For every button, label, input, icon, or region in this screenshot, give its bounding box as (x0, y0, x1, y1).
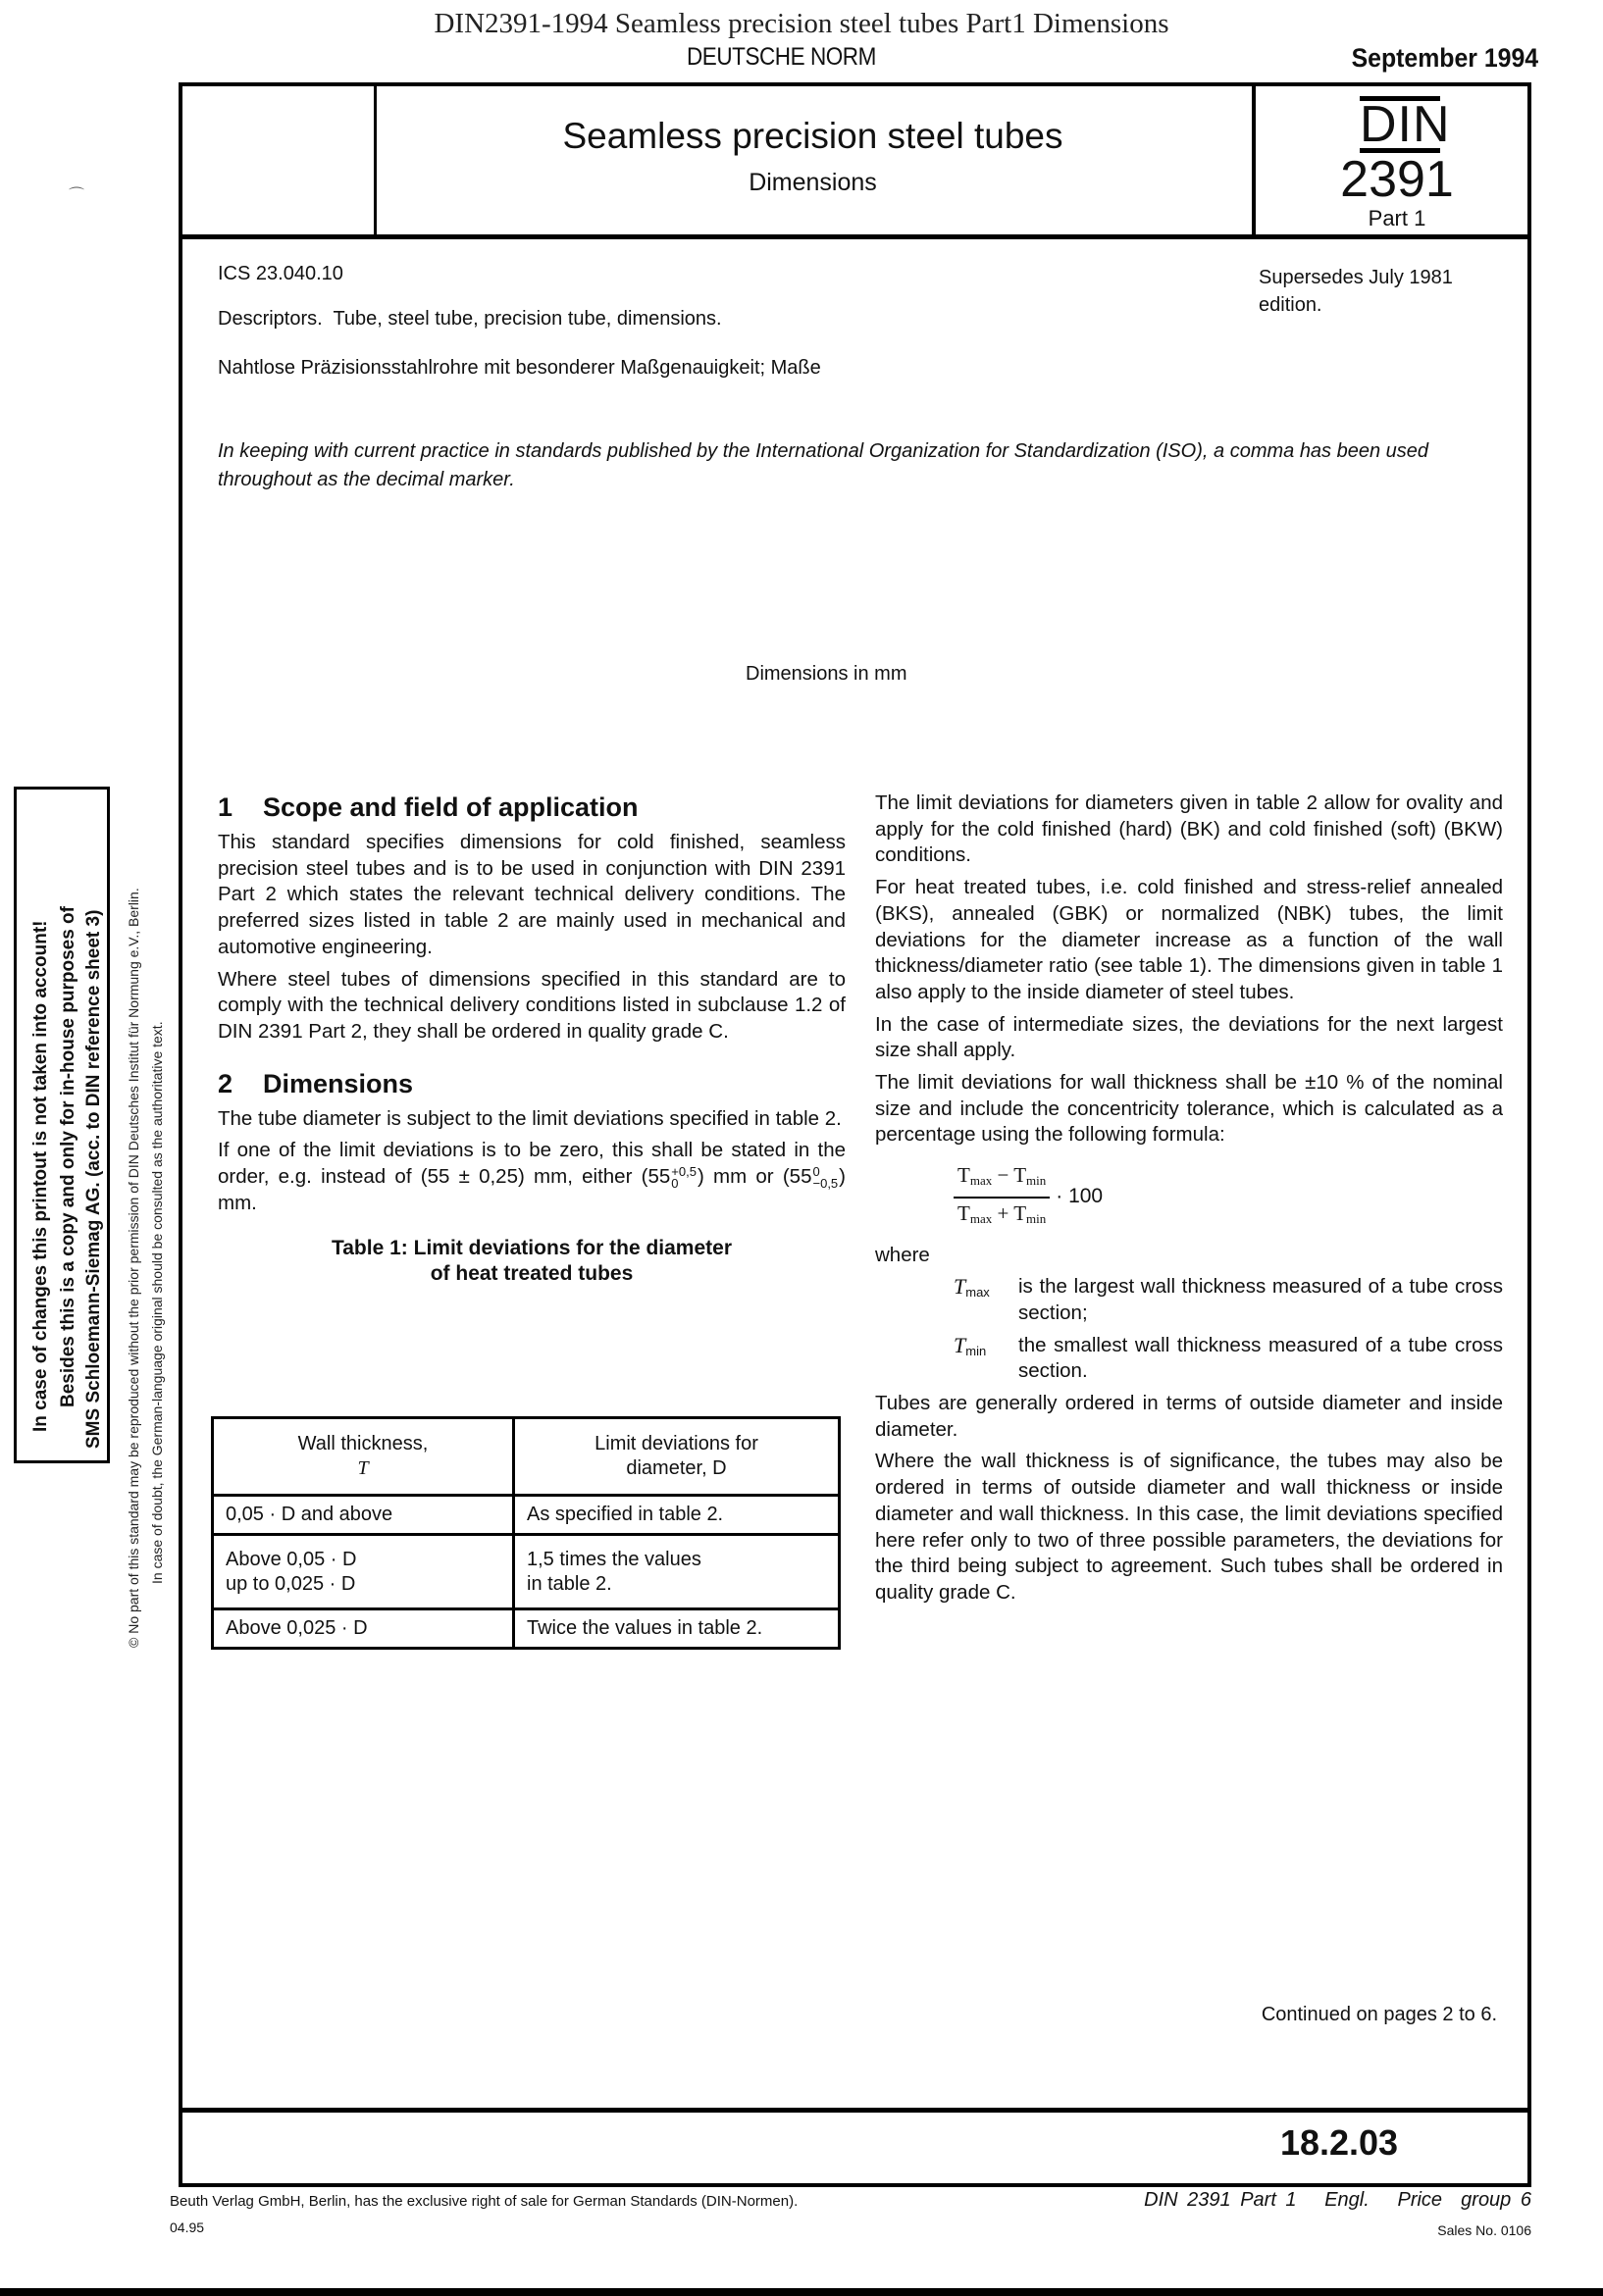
table-row (213, 1535, 840, 1609)
header-left-divider (374, 86, 377, 235)
cell-limit-deviation: 1,5 times the values in table 2. (514, 1535, 840, 1609)
paragraph: For heat treated tubes, i.e. cold finished and stress-relief annealed (BKS), annealed (GBK) or normalized (NBK) tubes, the limit deviations for the diameter increase as a function of the wall thickness/diameter ratio (see table 1). The dimensions given in table 1 also apply to the inside diameter of steel tubes. (875, 876, 1503, 1003)
deutsche-norm-label: DEUTSCHE NORM (687, 43, 876, 71)
edition-date: 04.95 (170, 2219, 205, 2235)
din-logo: DIN (1360, 96, 1451, 153)
right-column (875, 791, 1503, 1612)
copy-notice-line3: SMS Schloemann-Siemag AG. (acc. to DIN reference sheet 3) (83, 909, 104, 1449)
paragraph: Tubes are generally ordered in terms of outside diameter and inside diameter. (875, 1392, 1503, 1441)
scan-mark: ⌒ (69, 187, 85, 204)
column-header-limit-deviations: Limit deviations for diameter, D (514, 1418, 840, 1496)
section-2-paragraph: The tube diameter is subject to the limit deviations specified in table 2. (218, 1106, 842, 1130)
cell-limit-deviation: Twice the values in table 2. (514, 1609, 840, 1649)
footer-divider (182, 2108, 1527, 2113)
copyright-notice: © No part of this standard may be reproduced without the prior permission of DIN Deutsches Institut für Normung e.V., Berlin. (126, 888, 141, 1648)
formula-fraction: $\frac{T_{max} - T_{min}}{T_{max} + T_{min}}$ (954, 1162, 1050, 1232)
cell-wall-thickness: 0,05 · D and above (213, 1496, 514, 1535)
table-row (213, 1496, 840, 1535)
authoritative-text-notice: In case of doubt, the German-language original should be consulted as the authoritative text. (149, 1021, 165, 1584)
copy-notice-box (14, 787, 110, 1463)
copy-notice-line1: In case of changes this printout is not taken into account! (30, 920, 51, 1432)
section-number: 1 (218, 792, 233, 822)
table-1-caption: Table 1: Limit deviations for the diameter of heat treated tubes (331, 1237, 733, 1286)
din-number: 2391 (1340, 151, 1454, 208)
tolerance-superscript: +0,5 0 (671, 1163, 697, 1191)
german-title: Nahtlose Präzisionsstahlrohre mit besonderer Maßgenauigkeit; Maße (218, 357, 821, 379)
din-badge (1252, 82, 1534, 235)
limit-deviations-table (211, 1416, 841, 1650)
paragraph: Where the wall thickness is of significance, the tubes may also be ordered in terms of outside diameter and wall thickness or inside diameter and wall thickness. In this case, the limit deviations specified here refer only to two of three possible parameters, the deviations for the third being subject to agreement. Such tubes shall be ordered in quality grade C. (875, 1450, 1503, 1604)
cell-wall-thickness: Above 0,05 · D up to 0,025 · D (213, 1535, 514, 1609)
document-running-title: DIN2391-1994 Seamless precision steel tubes Part1 Dimensions (434, 8, 1169, 39)
section-2-paragraph: If one of the limit deviations is to be zero, this shall be stated in the order, e.g. instead of (55 ± 0,25) mm, either (55 +0,5 0 ) mm or (55 0 −0,5 ) mm. (218, 1139, 846, 1214)
publisher-note: Beuth Verlag GmbH, Berlin, has the exclusive right of sale for German Standards (DIN-Normen). (170, 2193, 799, 2210)
definition-tmax: $T_{max}$ is the largest wall thickness measured of a tube cross section; (954, 1274, 1503, 1324)
section-number: 2 (218, 1068, 233, 1098)
din-part: Part 1 (1368, 206, 1426, 230)
cell-wall-thickness: Above 0,025 · D (213, 1609, 514, 1649)
cell-limit-deviation: As specified in table 2. (514, 1496, 840, 1535)
supersedes-line2: edition. (1259, 294, 1322, 316)
supersedes-line1: Supersedes July 1981 (1259, 267, 1453, 288)
table-row (213, 1609, 840, 1649)
paragraph: The limit deviations for diameters given in table 2 allow for ovality and apply for the cold finished (hard) (BK) and cold finished (soft) (BKW) conditions. (875, 791, 1503, 867)
definition-tmin: $T_{min}$ the smallest wall thickness measured of a tube cross section. (954, 1332, 1503, 1383)
tolerance-subscript: 0 −0,5 (812, 1163, 839, 1191)
iso-decimal-note: In keeping with current practice in standards published by the International Organization for Standardization (ISO), a comma has been used throughout as the decimal marker. (218, 440, 1429, 490)
descriptors: Descriptors. Tube, steel tube, precision tube, dimensions. (218, 308, 722, 330)
publication-date: September 1994 (1351, 43, 1538, 73)
section-1-paragraph: Where steel tubes of dimensions specified in this standard are to comply with the technical delivery conditions listed in subclause 1.2 of DIN 2391 Part 2, they shall be ordered in quality grade C. (218, 967, 846, 1043)
section-title: Scope and field of application (263, 792, 639, 822)
left-column (218, 791, 846, 1297)
section-2-heading (218, 1067, 846, 1100)
continued-note: Continued on pages 2 to 6. (1261, 2004, 1497, 2025)
dimensions-unit-note: Dimensions in mm (746, 663, 907, 685)
paragraph: The limit deviations for wall thickness shall be ±10 % of the nominal size and include the concentricity tolerance, which is calculated as a percentage using the following formula: (875, 1071, 1503, 1147)
section-1-heading (218, 791, 846, 824)
section-title: Dimensions (263, 1068, 414, 1098)
table-header-row (213, 1418, 840, 1496)
document-code: 18.2.03 (1279, 2122, 1399, 2163)
bottom-scan-bar (0, 2288, 1603, 2296)
sales-number: Sales No. 0106 (1437, 2222, 1531, 2238)
ics-code: ICS 23.040.10 (218, 263, 343, 284)
copy-notice-line2: Besides this is a copy and only for in-house purposes of (58, 906, 78, 1407)
where-label: where (875, 1243, 930, 1266)
section-1-paragraph: This standard specifies dimensions for cold finished, seamless precision steel tubes and is to be used in conjunction with DIN 2391 Part 2 which states the relevant technical delivery conditions. The preferred sizes listed in table 2 are mainly used in mechanical and automotive engineering. (218, 831, 846, 958)
document-reference: DIN 2391 Part 1 Engl. Price group 6 (1144, 2189, 1531, 2211)
document-subtitle: Dimensions (749, 169, 877, 196)
concentricity-formula: $\frac{T_{max} - T_{min}}{T_{max} + T_{min}}$ · 100 (954, 1162, 1503, 1232)
column-header-wall-thickness: Wall thickness, T (213, 1418, 514, 1496)
document-title: Seamless precision steel tubes (562, 116, 1063, 156)
paragraph: In the case of intermediate sizes, the deviations for the next largest size shall apply. (875, 1012, 1503, 1062)
